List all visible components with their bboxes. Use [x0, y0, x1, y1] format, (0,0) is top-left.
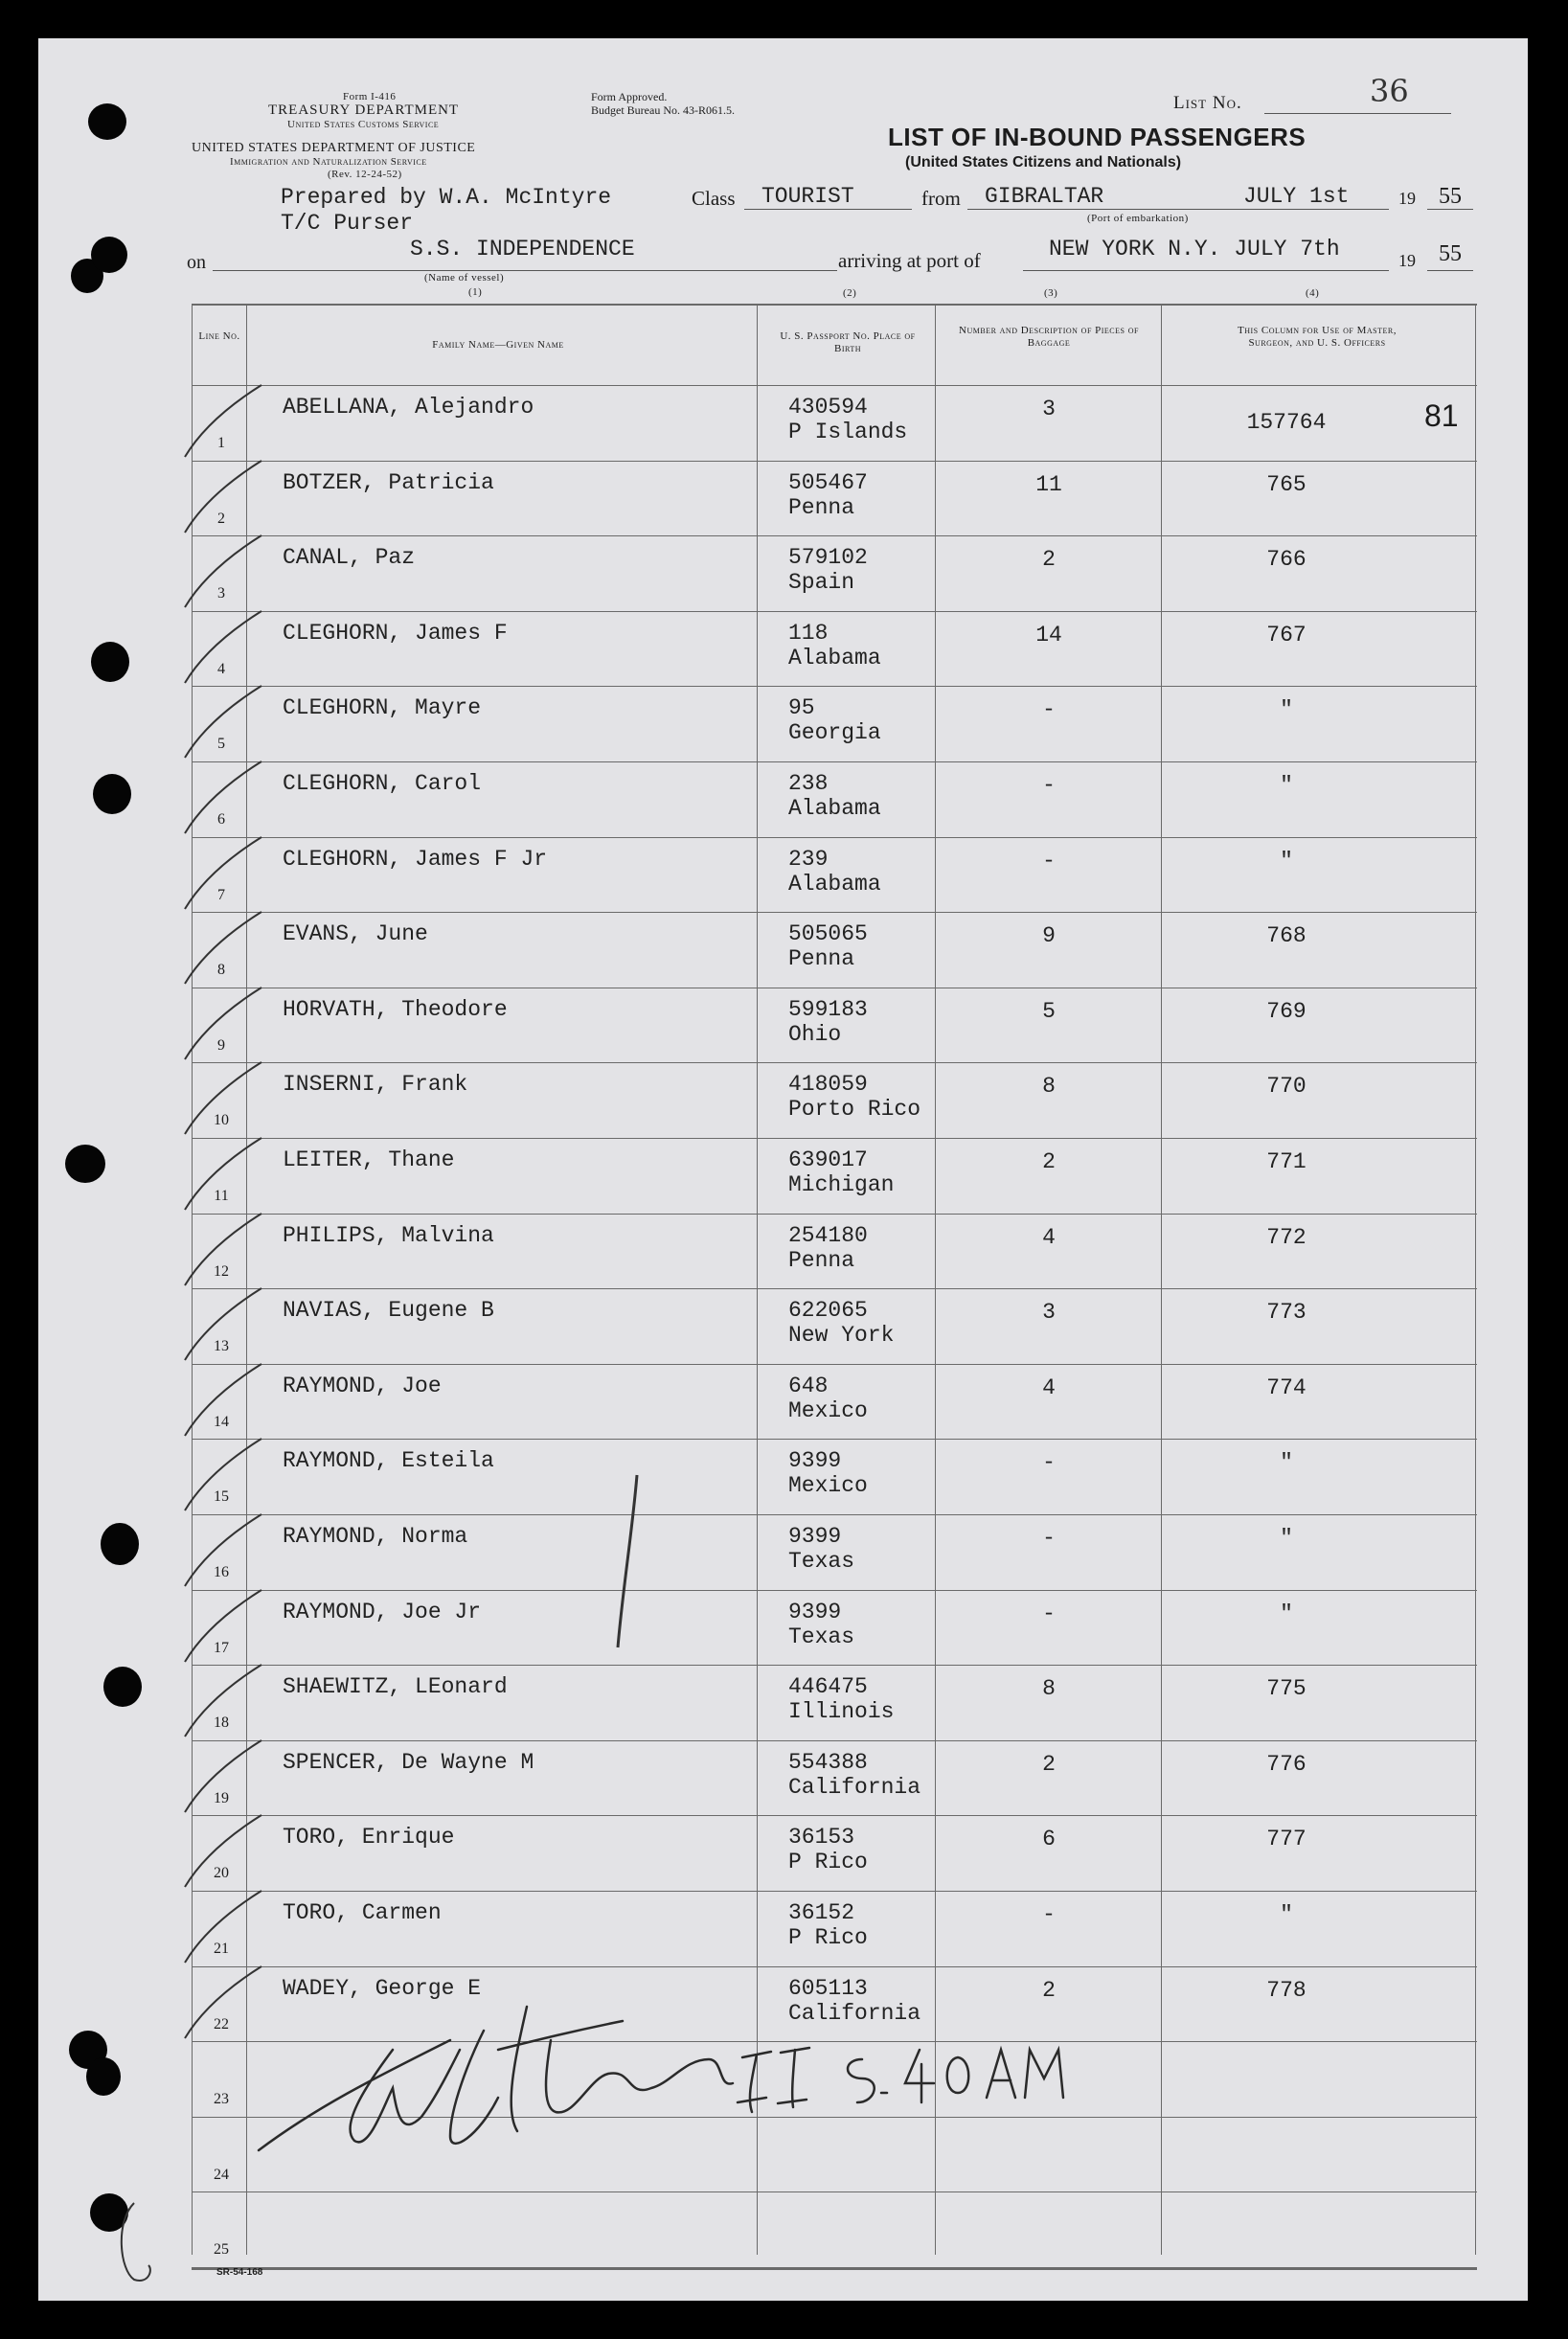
form-code: SR-54-168 [216, 2267, 263, 2278]
col-num-4: (4) [1306, 287, 1320, 299]
passenger-name: SPENCER, De Wayne M [283, 1749, 534, 1775]
passenger-name: CLEGHORN, James F [283, 620, 508, 646]
officer-entry: 773 [1266, 1300, 1307, 1326]
vessel-caption: (Name of vessel) [424, 272, 505, 284]
passport-number: 579102 [788, 545, 868, 571]
place-of-birth: Penna [788, 946, 855, 972]
place-of-birth: Ohio [788, 1021, 842, 1047]
baggage-count: 11 [1035, 471, 1062, 497]
passenger-name: RAYMOND, Joe [283, 1373, 442, 1398]
customs-service: United States Customs Service [287, 119, 440, 130]
officer-entry: " [1280, 1902, 1293, 1927]
passport-number: 418059 [788, 1072, 868, 1098]
col-header-passport: U. S. Passport No. Place of Birth [780, 330, 916, 354]
form-approved: Form Approved. [591, 90, 668, 103]
passport-number: 639017 [788, 1147, 868, 1172]
baggage-count: - [1042, 848, 1056, 874]
class-label: Class [692, 187, 736, 210]
baggage-count: - [1042, 1902, 1056, 1927]
officer-entry: 774 [1266, 1374, 1307, 1400]
place-of-birth: Georgia [788, 720, 881, 746]
passport-number: 36152 [788, 1900, 855, 1925]
passport-number: 238 [788, 771, 829, 796]
place-of-birth: New York [788, 1323, 895, 1349]
baggage-count: 5 [1042, 998, 1056, 1024]
line-number: 11 [214, 1188, 229, 1204]
passport-number: 118 [788, 620, 829, 646]
class-value: TOURIST [761, 184, 854, 209]
passport-number: 605113 [788, 1975, 868, 2001]
line-number: 3 [217, 585, 225, 602]
passenger-name: PHILIPS, Malvina [283, 1222, 494, 1248]
embark-date: JULY 1st [1243, 184, 1350, 209]
line-number: 18 [214, 1715, 229, 1732]
baggage-count: - [1042, 1526, 1056, 1551]
baggage-count: 4 [1042, 1374, 1056, 1400]
col-header-baggage: Number and Description of Pieces of Baggage [959, 325, 1139, 349]
list-no-label: List No. [1173, 93, 1242, 113]
passenger-name: CLEGHORN, Mayre [283, 695, 482, 721]
passenger-name: ABELLANA, Alejandro [283, 395, 534, 420]
baggage-count: 3 [1042, 1300, 1056, 1326]
prepared-by: Prepared by W.A. McIntyre [281, 185, 612, 210]
baggage-count: 6 [1042, 1827, 1056, 1852]
officer-entry: " [1280, 848, 1293, 874]
officer-entry: 772 [1266, 1224, 1307, 1250]
place-of-birth: P Islands [788, 420, 908, 444]
place-of-birth: Alabama [788, 645, 881, 670]
baggage-count: 8 [1042, 1074, 1056, 1100]
officer-entry: 157764 [1246, 410, 1327, 435]
arrival-year: 55 [1439, 241, 1462, 266]
from-value: GIBRALTAR [985, 184, 1104, 209]
year-prefix: 19 [1398, 189, 1416, 208]
officer-entry: 776 [1266, 1751, 1307, 1777]
place-of-birth: Penna [788, 1247, 855, 1273]
place-of-birth: Alabama [788, 796, 881, 821]
passenger-name: WADEY, George E [283, 1975, 482, 2001]
line-number: 4 [217, 660, 225, 677]
line-number: 15 [214, 1488, 229, 1506]
place-of-birth: Alabama [788, 871, 881, 897]
line-number: 2 [217, 510, 225, 527]
col-header-line: Line No. [198, 330, 240, 342]
line-number: 23 [214, 2091, 229, 2108]
officer-entry: 775 [1266, 1676, 1307, 1702]
passport-number: 239 [788, 846, 829, 872]
place-of-birth: Spain [788, 570, 855, 596]
officer-entry: " [1280, 1450, 1293, 1476]
baggage-count: - [1042, 773, 1056, 798]
baggage-count: 8 [1042, 1676, 1056, 1702]
passport-number: 95 [788, 695, 815, 721]
passport-number: 9399 [788, 1524, 842, 1549]
passenger-name: BOTZER, Patricia [283, 469, 494, 495]
line-number: 24 [214, 2166, 229, 2183]
line-number: 25 [214, 2241, 229, 2259]
passenger-name: RAYMOND, Joe Jr [283, 1599, 482, 1624]
place-of-birth: California [788, 2000, 921, 2026]
treasury-dept: TREASURY DEPARTMENT [268, 102, 460, 118]
line-number: 13 [214, 1338, 229, 1355]
page-total: 81 [1424, 398, 1459, 433]
passenger-name: SHAEWITZ, LEonard [283, 1674, 508, 1700]
passenger-name: EVANS, June [283, 921, 428, 947]
baggage-count: 2 [1042, 1149, 1056, 1174]
document-subtitle: (United States Citizens and Nationals) [905, 154, 1182, 170]
passenger-name: LEITER, Thane [283, 1147, 455, 1172]
baggage-count: - [1042, 1601, 1056, 1626]
place-of-birth: Illinois [788, 1699, 895, 1725]
embark-year: 55 [1439, 184, 1462, 209]
passenger-name: TORO, Enrique [283, 1825, 455, 1851]
place-of-birth: P Rico [788, 1850, 868, 1875]
arrival-port: NEW YORK N.Y. JULY 7th [1049, 237, 1340, 261]
ins-service: Immigration and Naturalization Service [230, 156, 427, 168]
from-label: from [921, 187, 961, 210]
line-number: 16 [214, 1564, 229, 1580]
officer-signature [259, 2007, 1063, 2150]
baggage-count: 2 [1042, 547, 1056, 573]
officer-entry: 769 [1266, 998, 1307, 1024]
passport-number: 36153 [788, 1825, 855, 1851]
document-title: LIST OF IN-BOUND PASSENGERS [888, 123, 1307, 151]
on-label: on [187, 252, 206, 273]
line-number: 22 [214, 2015, 229, 2032]
col-num-1: (1) [468, 286, 483, 298]
form-number: Form I-416 [343, 91, 397, 102]
passport-number: 505467 [788, 469, 868, 495]
officer-entry: " [1280, 773, 1293, 798]
officer-entry: 778 [1266, 1977, 1307, 2003]
place-of-birth: Mexico [788, 1473, 868, 1499]
baggage-count: - [1042, 1450, 1056, 1476]
revision: (Rev. 12-24-52) [328, 169, 402, 180]
baggage-count: 3 [1042, 397, 1056, 421]
place-of-birth: Texas [788, 1549, 855, 1574]
budget-bureau: Budget Bureau No. 43-R061.5. [591, 103, 735, 117]
baggage-count: 14 [1035, 622, 1062, 647]
officer-entry: " [1280, 1526, 1293, 1551]
officer-entry: 765 [1266, 471, 1307, 497]
list-no-value: 36 [1370, 73, 1409, 109]
passenger-name: TORO, Carmen [283, 1900, 442, 1925]
passenger-name: RAYMOND, Norma [283, 1524, 468, 1549]
passenger-name: CLEGHORN, Carol [283, 771, 482, 796]
line-number: 21 [214, 1941, 229, 1957]
baggage-count: 2 [1042, 1751, 1056, 1777]
line-number: 5 [217, 736, 225, 753]
col-header-officers: This Column for Use of Master, Surgeon, and U. S. Officers [1238, 325, 1397, 349]
passenger-name: CANAL, Paz [283, 545, 416, 571]
passenger-name: RAYMOND, Esteila [283, 1448, 494, 1474]
line-number: 10 [214, 1112, 229, 1129]
line-number: 14 [214, 1413, 229, 1430]
officer-entry: 768 [1266, 923, 1307, 949]
purser: T/C Purser [281, 211, 414, 236]
officer-entry: 770 [1266, 1074, 1307, 1100]
officer-entry: 771 [1266, 1149, 1307, 1174]
arriving-label: arriving at port of [838, 249, 981, 272]
col-num-2: (2) [843, 287, 857, 299]
officer-entry: 767 [1266, 622, 1307, 647]
baggage-count: 4 [1042, 1224, 1056, 1250]
officer-entry: " [1280, 1601, 1293, 1626]
baggage-count: 9 [1042, 923, 1056, 949]
passenger-name: CLEGHORN, James F Jr [283, 846, 548, 872]
line-number: 9 [217, 1036, 225, 1054]
col-num-3: (3) [1044, 287, 1058, 299]
place-of-birth: California [788, 1774, 921, 1800]
passport-number: 9399 [788, 1599, 842, 1624]
line-number: 20 [214, 1865, 229, 1882]
line-number: 8 [217, 962, 225, 979]
passport-number: 554388 [788, 1749, 868, 1775]
passport-number: 430594 [788, 395, 868, 420]
baggage-count: - [1042, 697, 1056, 723]
line-number: 12 [214, 1262, 229, 1280]
passenger-name: INSERNI, Frank [283, 1072, 468, 1098]
passport-number: 648 [788, 1373, 829, 1398]
place-of-birth: Texas [788, 1624, 855, 1649]
place-of-birth: Mexico [788, 1397, 868, 1423]
place-of-birth: Michigan [788, 1172, 895, 1197]
line-number: 1 [217, 435, 225, 451]
passenger-name: HORVATH, Theodore [283, 996, 508, 1022]
line-number: 17 [214, 1639, 229, 1656]
line-number: 7 [217, 886, 225, 903]
officer-entry: " [1280, 697, 1293, 723]
col-header-name: Family Name—Given Name [432, 339, 564, 351]
passport-number: 446475 [788, 1674, 868, 1700]
officer-entry: 766 [1266, 547, 1307, 573]
baggage-count: 2 [1042, 1977, 1056, 2003]
passport-number: 505065 [788, 921, 868, 947]
passenger-name: NAVIAS, Eugene B [283, 1298, 494, 1324]
passport-number: 622065 [788, 1298, 868, 1324]
passport-number: 9399 [788, 1448, 842, 1474]
passport-number: 254180 [788, 1222, 868, 1248]
line-number: 19 [214, 1789, 229, 1806]
year-prefix-2: 19 [1398, 251, 1416, 270]
port-embarkation-caption: (Port of embarkation) [1087, 213, 1189, 224]
line-number: 6 [217, 811, 225, 828]
place-of-birth: Penna [788, 494, 855, 520]
vessel-name: S.S. INDEPENDENCE [410, 237, 635, 261]
place-of-birth: P Rico [788, 1925, 868, 1950]
place-of-birth: Porto Rico [788, 1097, 921, 1123]
officer-entry: 777 [1266, 1827, 1307, 1852]
justice-dept: UNITED STATES DEPARTMENT OF JUSTICE [192, 141, 476, 155]
passport-number: 599183 [788, 996, 868, 1022]
